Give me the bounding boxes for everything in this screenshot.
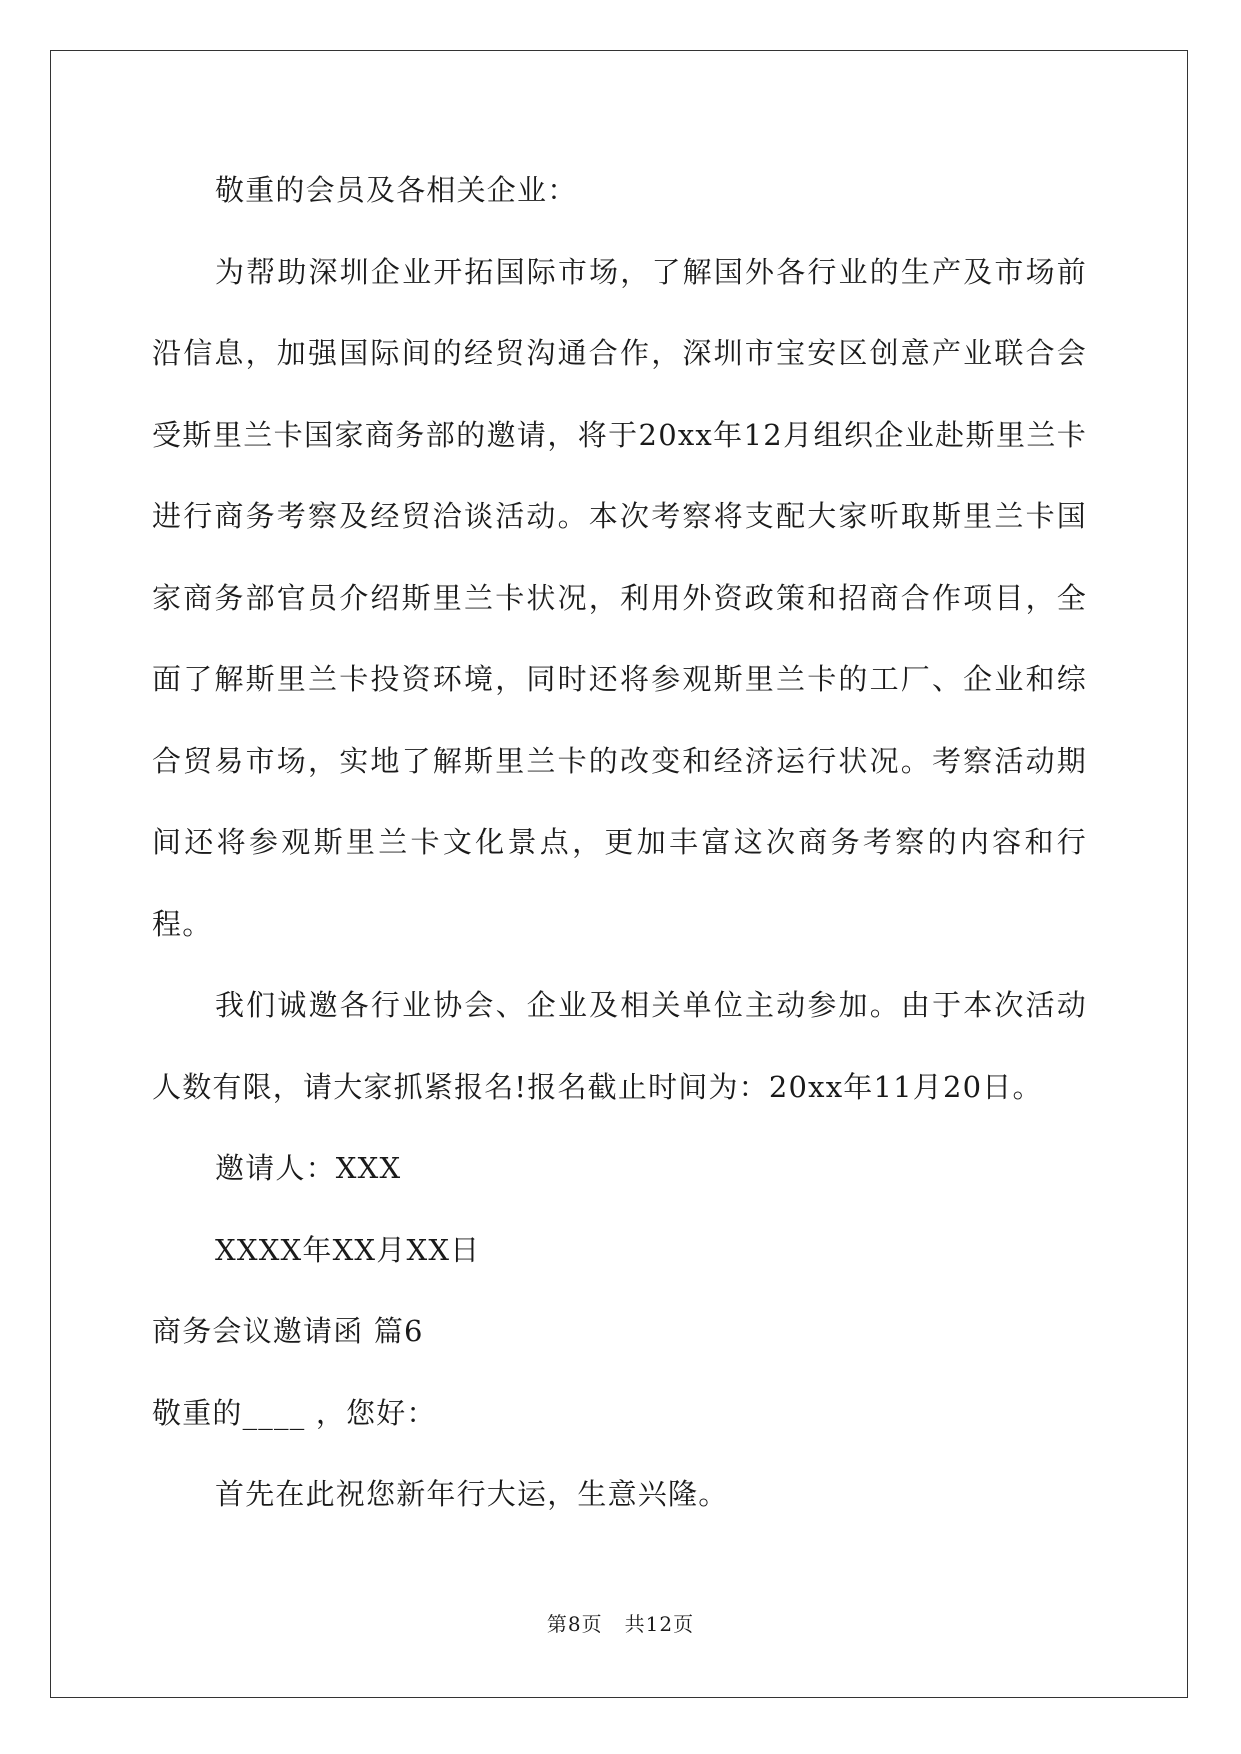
salutation-2: 敬重的____ ，您好： [152,1395,437,1430]
inviter-line: 邀请人：XXX [215,1151,402,1185]
document-body [152,150,1087,1536]
greeting-line: 首先在此祝您新年行大运，生意兴隆。 [215,1477,729,1511]
date-line: XXXX年XX月XX日 [215,1232,481,1267]
section-title: 商务会议邀请函 篇6 [152,1314,424,1348]
body-paragraph-2: 我们诚邀各行业协会、企业及相关单位主动参加。由于本次活动人数有限，请大家抓紧报名!报名截止时间为：20xx年11月20日。 [152,988,1087,1104]
total-pages: 共12页 [624,1612,695,1636]
body-paragraph-1: 为帮助深圳企业开拓国际市场，了解国外各行业的生产及市场前沿信息，加强国际间的经贸沟通合作，深圳市宝安区创意产业联合会受斯里兰卡国家商务部的邀请，将于20xx年12月组织企业赴斯里兰卡进行商务考察及经贸洽谈活动。本次考察将支配大家听取斯里兰卡国家商务部官员介绍斯里兰卡状况，利用外资政策和招商合作项目，全面了解斯里兰卡投资环境，同时还将参观斯里兰卡的工厂、企业和综合贸易市场，实地了解斯里兰卡的改变和经济运行状况。考察活动期间还将参观斯里兰卡文化景点，更加丰富这次商务考察的内容和行程。 [152,254,1087,941]
salutation: 敬重的会员及各相关企业： [215,173,578,207]
page-number: 第8页 [546,1612,603,1636]
page-footer [0,1608,1241,1637]
